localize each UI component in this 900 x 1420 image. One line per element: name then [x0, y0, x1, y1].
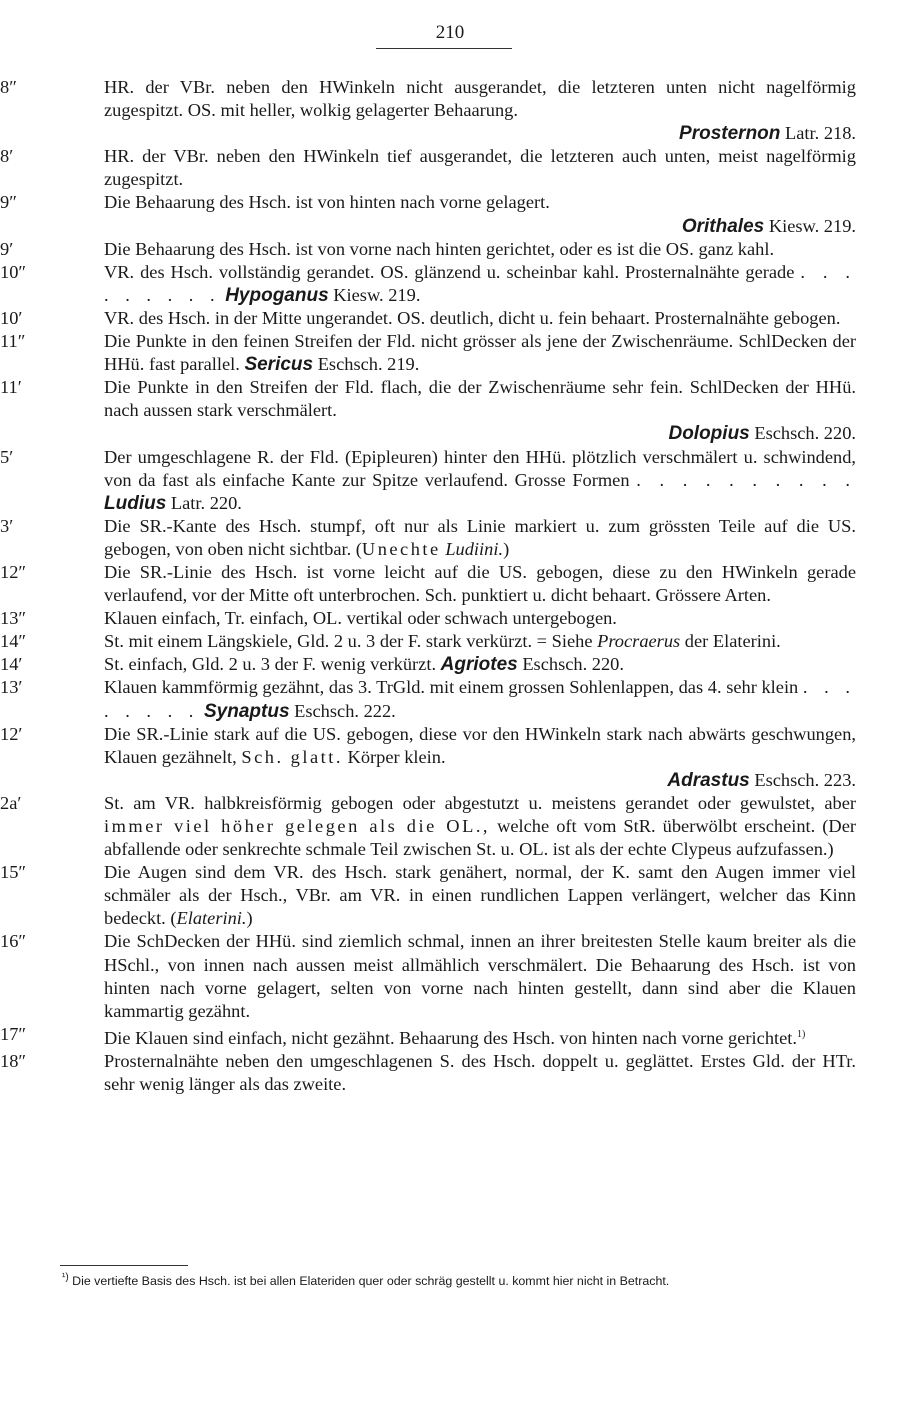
- couplet-number: 16″: [0, 931, 27, 952]
- couplet-number: 15″: [0, 862, 27, 883]
- couplet-number: 10′: [0, 307, 23, 328]
- entry-text: ): [246, 908, 253, 929]
- genus-name: Ludius: [104, 492, 167, 514]
- couplet-text: [104, 261, 856, 307]
- leader-dots: . . . . . . . .: [104, 677, 856, 721]
- key-entry: [0, 676, 900, 722]
- couplet-number: 12″: [0, 561, 27, 582]
- entry-text: Die Punkte in den feinen Streifen der Fld. nicht grösser als jene der Zwischenräume. SchlDecken der HHü. fast parallel.: [104, 331, 856, 375]
- key-entry: [0, 561, 900, 607]
- genus-name: Adrastus: [667, 769, 750, 791]
- couplet-number: 5′: [0, 446, 14, 467]
- couplet-number: 13″: [0, 608, 27, 629]
- couplet-text: [104, 376, 856, 422]
- couplet-number: 12′: [0, 723, 23, 744]
- entry-text: Eschsch. 219.: [313, 354, 420, 375]
- entry-text: der Elaterini.: [680, 631, 781, 652]
- couplet-number: 8′: [0, 146, 14, 167]
- couplet-number: 10″: [0, 261, 27, 282]
- genus-result-line: [104, 122, 856, 145]
- couplet-text: [104, 630, 856, 653]
- entry-text: VR. des Hsch. in der Mitte ungerandet. OS. deutlich, dicht u. fein behaart. Prosternalnähte gebogen.: [104, 307, 841, 328]
- entry-text: Die SR.-Linie des Hsch. ist vorne leicht auf die US. gebogen, diese zu den HWinkeln gerade verlaufend, vor der Mitte oft unterbrochen. Sch. punktiert u. dicht behaart. Grössere Arten.: [104, 561, 856, 606]
- couplet-number: 9″: [0, 192, 17, 213]
- key-entry: [0, 376, 900, 445]
- couplet-number: 2a′: [0, 792, 22, 813]
- entry-text: Prosternalnähte neben den umgeschlagenen S. des Hsch. doppelt u. geglättet. Erstes Gld. der HTr. sehr wenig länger als das zweite.: [104, 1051, 856, 1095]
- key-entry: [0, 723, 900, 792]
- footnote-text: Die vertiefte Basis des Hsch. ist bei allen Elateriden quer oder schräg gestellt u. kommt hier nicht in Betracht.: [72, 1274, 670, 1289]
- key-entry: [0, 446, 900, 515]
- entry-text: Die SR.-Linie stark auf die US. gebogen, diese vor den HWinkeln stark nach abwärts geschwungen, Klauen gezähnelt,: [104, 723, 856, 767]
- genus-name: Dolopius: [668, 423, 750, 445]
- entry-text: VR. des Hsch. vollständig gerandet. OS. glänzend u. scheinbar kahl. Prosternalnähte gerade: [104, 261, 801, 282]
- genus-result-line: [104, 215, 856, 238]
- couplet-text: [104, 330, 856, 376]
- genus-name: Synaptus: [204, 700, 290, 722]
- couplet-number: 13′: [0, 677, 23, 698]
- entry-text: Klauen kammförmig gezähnt, das 3. TrGld. mit einem grossen Sohlenlappen, das 4. sehr klein: [104, 677, 803, 698]
- key-entry: [0, 515, 900, 561]
- couplet-text: [104, 861, 856, 930]
- couplet-text: [104, 191, 856, 214]
- entry-text: Kiesw. 219.: [328, 284, 421, 305]
- entry-text: HR. der VBr. neben den HWinkeln nicht ausgerandet, die letzteren unten nicht nagelförmig zugespitzt. OS. mit heller, wolkig gelagerter Behaarung.: [104, 77, 856, 121]
- couplet-text: [104, 145, 856, 191]
- entry-text: St. mit einem Längskiele, Gld. 2 u. 3 der F. stark verkürzt. = Siehe: [104, 631, 598, 652]
- couplet-text: [104, 792, 856, 861]
- key-entry: [0, 330, 900, 376]
- page-number: 210: [435, 22, 465, 43]
- genus-name: Sericus: [244, 354, 314, 376]
- couplet-number: 14′: [0, 654, 23, 675]
- entry-text: Eschsch. 222.: [289, 700, 396, 721]
- couplet-number: 18″: [0, 1051, 27, 1072]
- couplet-text: [104, 723, 856, 769]
- couplet-text: [104, 561, 856, 607]
- key-entry: [0, 238, 900, 261]
- footnote-mark: ¹): [62, 1272, 69, 1283]
- entry-text: Die SchDecken der HHü. sind ziemlich schmal, innen an ihrer breitesten Stelle kaum breiter als die HSchl., von innen nach aussen meist allmählich verschmälert. Die Behaarung des Hsch. ist von hinten nach vorne gelagert, selten von vorne nach hinten gestellt, dann sind aber die Klauen kammartig gezähnt.: [104, 931, 856, 1021]
- key-entry: [0, 653, 900, 676]
- genus-name: Agriotes: [440, 654, 518, 676]
- spaced-emphasis: Unechte: [361, 538, 441, 559]
- entry-text: Die Behaarung des Hsch. ist von hinten nach vorne gelagert.: [104, 192, 550, 213]
- genus-result-line: [104, 422, 856, 445]
- italic-term: Ludiini.: [445, 538, 504, 559]
- italic-term: Procraerus: [597, 631, 681, 652]
- entry-text: welche oft vom StR. überwölbt erscheint. (Der abfallende oder senkrechte schmale Teil zwischen St. u. OL. ist als der echte Clypeus aufzufassen.): [104, 816, 856, 860]
- author-reference: Kiesw. 219.: [764, 215, 856, 236]
- footnote-reference: 1): [797, 1028, 806, 1040]
- couplet-text: [104, 607, 856, 630]
- key-entry: [0, 1050, 900, 1096]
- couplet-number: 11′: [0, 377, 22, 398]
- entry-text: Die Punkte in den Streifen der Fld. flach, die der Zwischenräume sehr fein. SchlDecken der HHü. nach aussen stark verschmälert.: [104, 377, 856, 421]
- entry-text: Eschsch. 220.: [517, 654, 624, 675]
- key-entry: [0, 630, 900, 653]
- leader-dots: . . . . . . . . . .: [636, 469, 857, 490]
- footnote: [62, 1270, 862, 1289]
- couplet-text: [104, 307, 856, 330]
- leader-dots: . . . . . . . . .: [104, 261, 856, 305]
- key-entry: [0, 145, 900, 191]
- genus-name: Prosternon: [679, 123, 781, 145]
- key-entry: [0, 76, 900, 145]
- author-reference: Eschsch. 220.: [749, 423, 856, 444]
- key-entry: [0, 792, 900, 861]
- entry-text: St. am VR. halbkreisförmig gebogen oder abgestutzt u. meistens gerandet oder gewulstet, aber: [104, 792, 856, 813]
- genus-name: Hypoganus: [225, 284, 329, 306]
- genus-result-line: [104, 769, 856, 792]
- entry-text: Klauen einfach, Tr. einfach, OL. vertikal oder schwach untergebogen.: [104, 608, 617, 629]
- couplet-text: [104, 76, 856, 122]
- couplet-text: [104, 930, 856, 1022]
- entry-text: Die Klauen sind einfach, nicht gezähnt. Behaarung des Hsch. von hinten nach vorne gerichtet.: [104, 1027, 797, 1048]
- key-entry: [0, 861, 900, 930]
- couplet-text: [104, 515, 856, 561]
- author-reference: Latr. 218.: [780, 123, 856, 144]
- couplet-number: 8″: [0, 77, 17, 97]
- couplet-text: [104, 1050, 856, 1096]
- couplet-number: 14″: [0, 631, 27, 652]
- entry-text: St. einfach, Gld. 2 u. 3 der F. wenig verkürzt.: [104, 654, 441, 675]
- entry-text: Die Behaarung des Hsch. ist von vorne nach hinten gerichtet, oder es ist die OS. ganz kahl.: [104, 238, 775, 259]
- couplet-number: 9′: [0, 238, 14, 259]
- genus-name: Orithales: [681, 215, 765, 237]
- key-entry: [0, 191, 900, 237]
- italic-term: Elaterini.: [176, 908, 247, 929]
- spaced-emphasis: Sch. glatt.: [241, 746, 343, 767]
- entry-text: Die Augen sind dem VR. des Hsch. stark genähert, normal, der K. samt den Augen immer viel schmäler als der Hsch., VBr. am VR. in einen rundlichen Lappen verlängert, welcher das Kinn bedeckt. (: [104, 862, 856, 929]
- key-entry: [0, 1023, 900, 1050]
- key-entry: [0, 307, 900, 330]
- couplet-text: [104, 238, 856, 261]
- couplet-number: 3′: [0, 515, 14, 536]
- entry-text: Die SR.-Kante des Hsch. stumpf, oft nur als Linie markiert u. zum grössten Teile auf die US. gebogen, von oben nicht sichtbar. (: [104, 515, 856, 559]
- spaced-emphasis: immer viel höher gelegen als die OL.,: [104, 816, 491, 836]
- entry-text: ): [503, 538, 510, 559]
- couplet-number: 17″: [0, 1023, 27, 1044]
- couplet-text: [104, 653, 856, 676]
- couplet-text: [104, 446, 856, 515]
- key-entry: [0, 261, 900, 307]
- key-entry: [0, 930, 900, 1022]
- page-number-rule: [376, 48, 512, 49]
- key-entry: [0, 607, 900, 630]
- entry-text: Der umgeschlagene R. der Fld. (Epipleuren) hinter den HHü. plötzlich verschmälert u. schwindend, von da fast als einfache Kante zur Spitze verlaufend. Grosse Formen: [104, 446, 856, 490]
- couplet-text: [104, 1023, 856, 1050]
- entry-text: Körper klein.: [342, 746, 446, 767]
- identification-key: [0, 76, 900, 1096]
- entry-text: Latr. 220.: [166, 492, 242, 513]
- footnote-rule: [60, 1265, 188, 1266]
- couplet-text: [104, 676, 856, 722]
- couplet-number: 11″: [0, 331, 26, 352]
- entry-text: HR. der VBr. neben den HWinkeln tief ausgerandet, die letzteren auch unten, meist nagelförmig zugespitzt.: [104, 146, 856, 190]
- author-reference: Eschsch. 223.: [749, 769, 856, 790]
